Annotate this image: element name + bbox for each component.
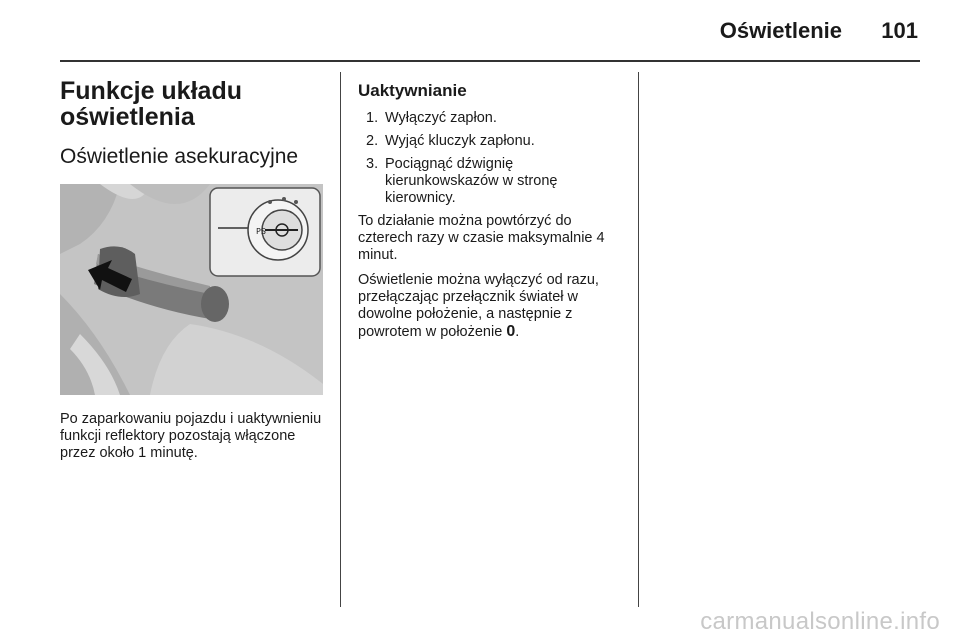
column-divider-1 [340, 72, 341, 607]
repeat-paragraph: To działanie można powtórzyć do czterech razy w czasie maksymalnie 4 minut. [358, 213, 605, 263]
intro-paragraph: Po zaparkowaniu pojazdu i uaktywnieniu funkcji reflektory pozostają włączone przez około 1 minutę. [60, 411, 322, 461]
header-rule [60, 60, 920, 62]
step-number: 3. [366, 156, 379, 172]
lever-illustration [60, 184, 323, 395]
step-number: 2. [366, 133, 379, 149]
position-zero: 0 [506, 323, 516, 340]
column-middle [358, 80, 628, 341]
watermark: carmanualsonline.info [700, 608, 940, 635]
section-heading: Funkcje układu oświetlenia [60, 77, 242, 131]
steps-list [358, 110, 628, 207]
column-divider-2 [638, 72, 639, 607]
list-item [358, 133, 628, 150]
column-left [60, 72, 328, 462]
step-text: Wyłączyć zapłon. [385, 110, 497, 126]
switch-off-end: . [515, 324, 520, 340]
page-number: 101 [881, 18, 918, 43]
step-text: Wyjąć kluczyk zapłonu. [385, 133, 535, 149]
symbol-label: PS [256, 227, 266, 236]
step-number: 1. [366, 110, 379, 126]
step-text: Pociągnąć dźwignię kierunkowskazów w stronę kierownicy. [385, 156, 558, 206]
page-header [60, 18, 920, 44]
header-title: Oświetlenie [719, 18, 842, 43]
switch-off-text: Oświetlenie można wyłączyć od razu, przełączając przełącznik świateł w dowolne położenie, a następnie z powrotem w położenie [358, 272, 599, 340]
switch-off-paragraph [358, 272, 628, 341]
list-item [358, 156, 628, 207]
subsection-heading: Oświetlenie asekuracyjne [60, 145, 299, 168]
list-item [358, 110, 628, 127]
activation-heading: Uaktywnianie [358, 81, 467, 100]
